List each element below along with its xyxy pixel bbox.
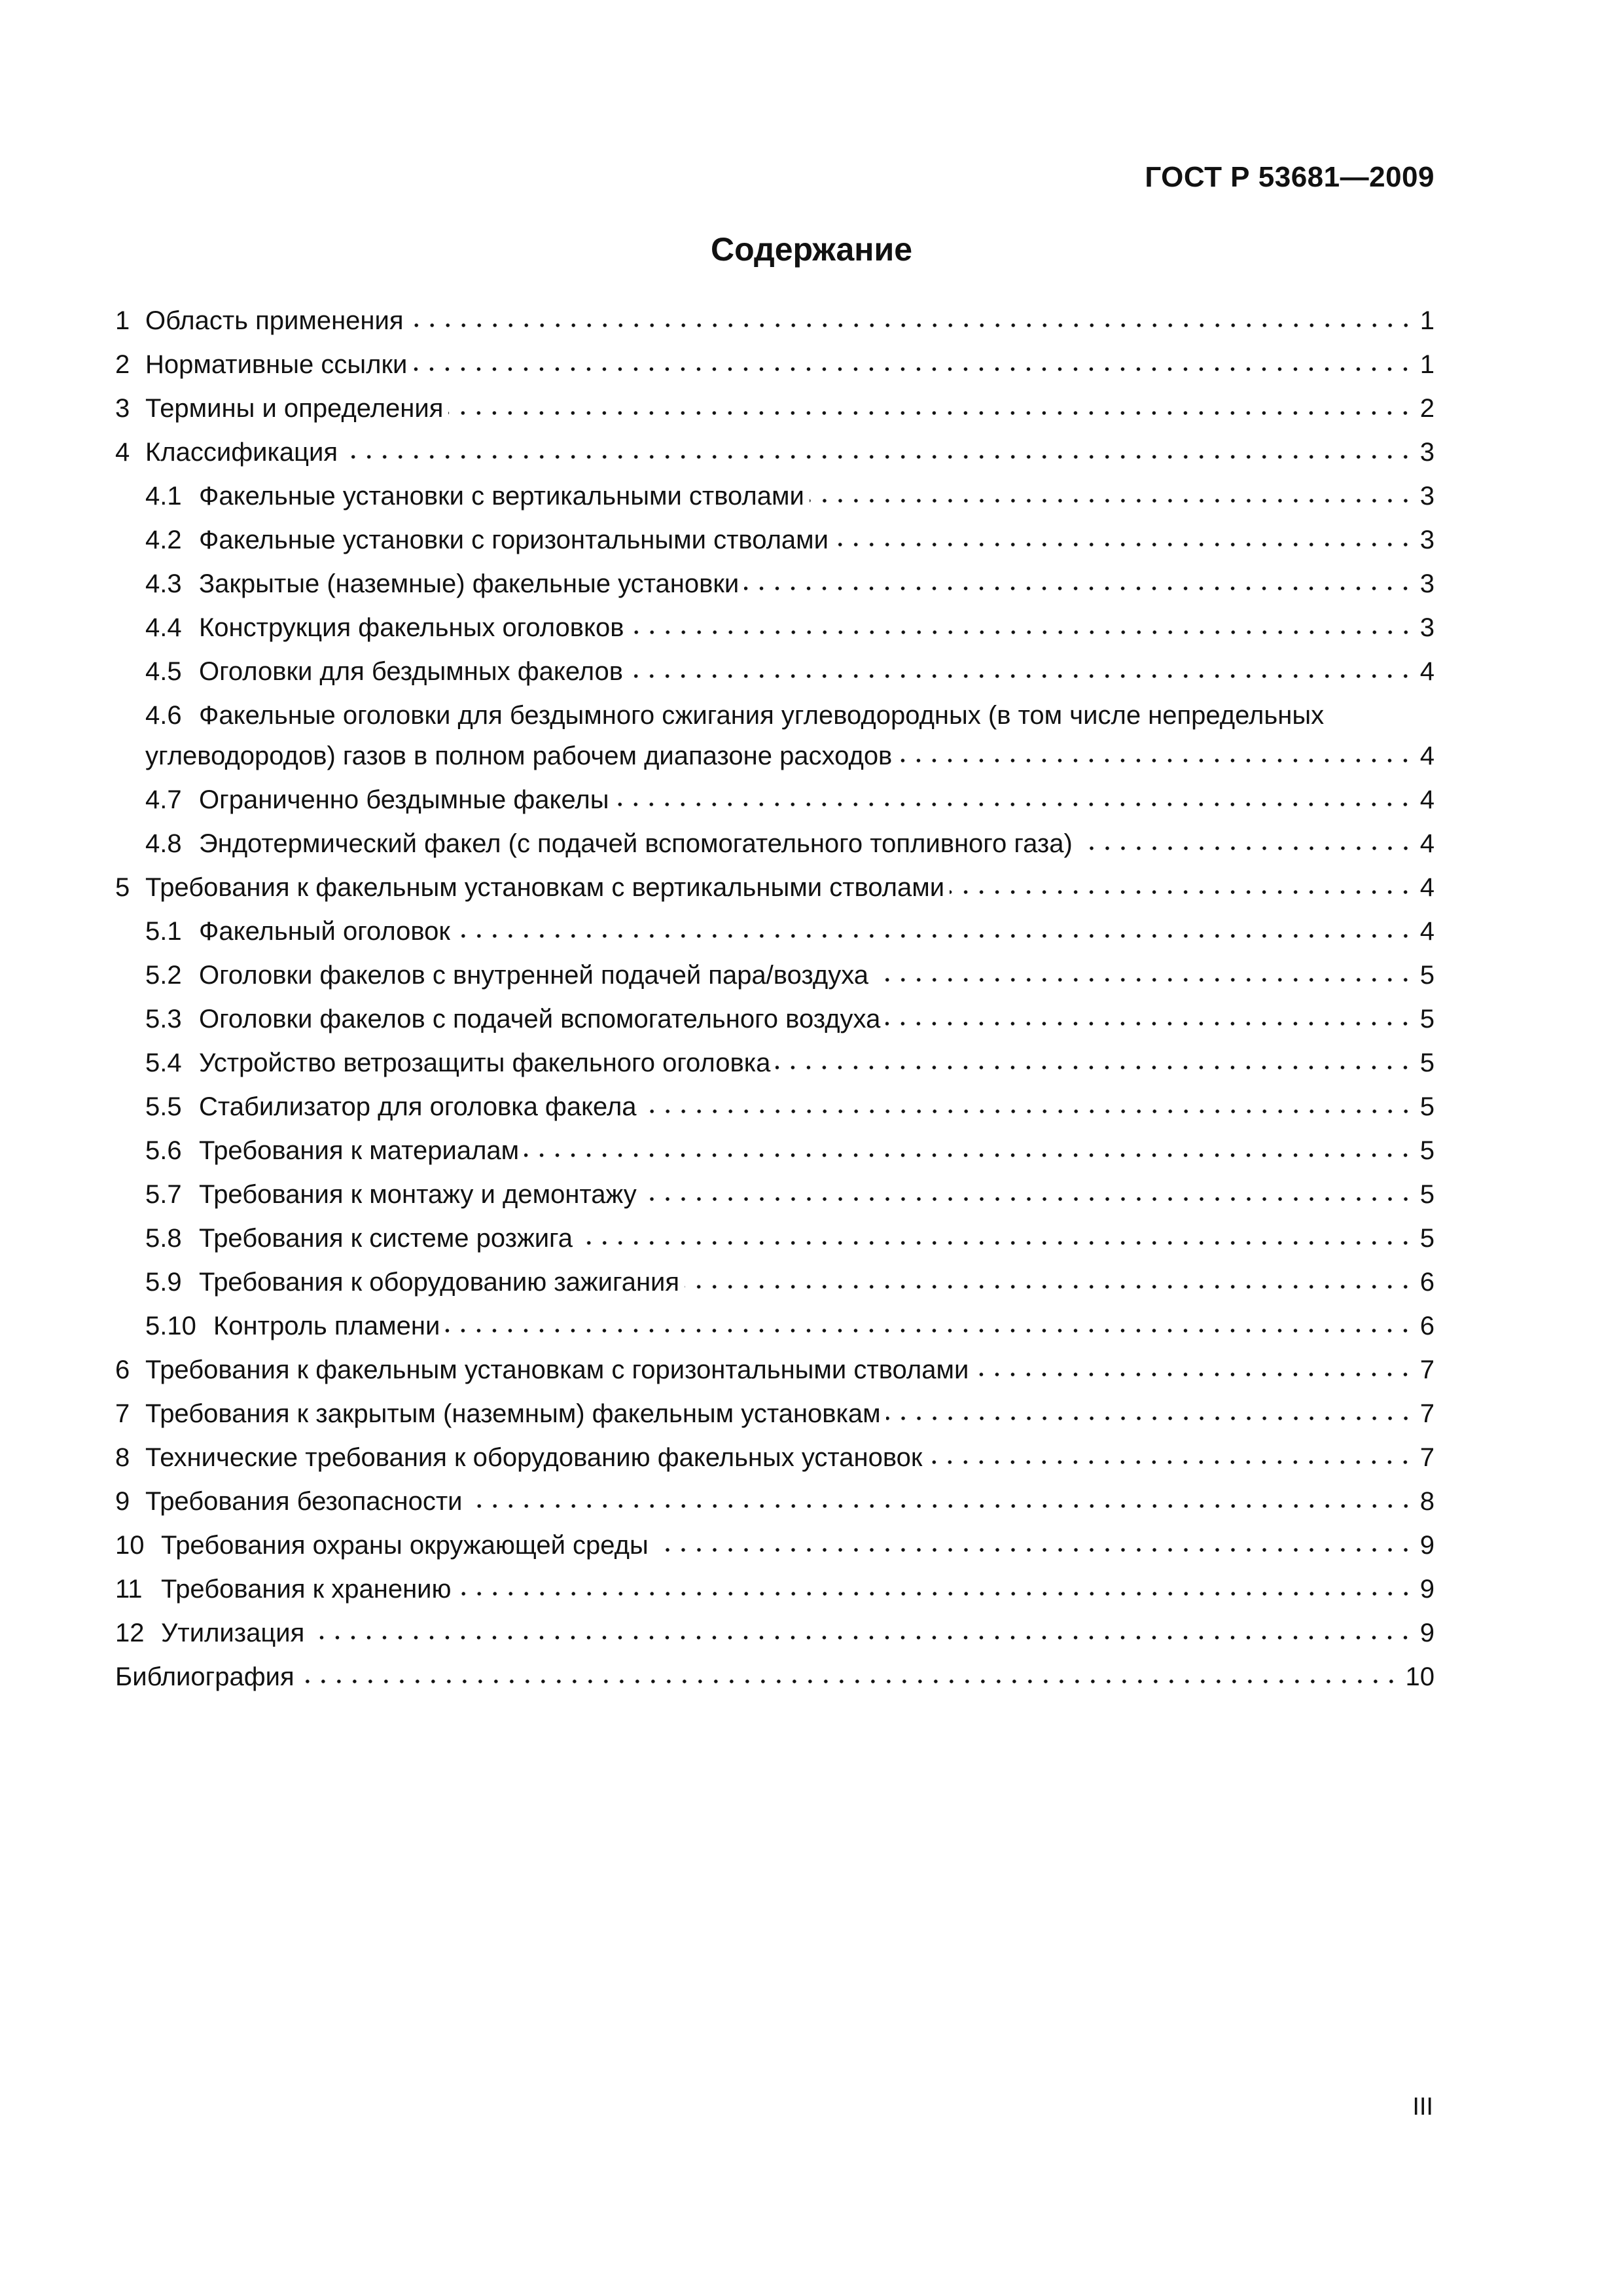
toc-leader-dots <box>409 302 1414 328</box>
toc-entry[interactable] <box>115 1129 1435 1173</box>
toc-entry-number: 4.6 <box>145 701 182 730</box>
toc-entry[interactable] <box>115 866 1435 910</box>
toc-entry-title: Требования охраны окружающей среды <box>161 1531 649 1560</box>
toc-entry[interactable] <box>115 1217 1435 1261</box>
toc-entry-number: 10 <box>115 1531 145 1560</box>
toc-entry-multiline[interactable] <box>115 694 1435 778</box>
toc-entry-title: Контроль пламени <box>213 1312 440 1340</box>
toc-entry-page: 4 <box>1419 917 1435 946</box>
toc-entry-title: Оголовки для бездымных факелов <box>199 657 624 686</box>
toc-entry[interactable] <box>115 778 1435 822</box>
toc-leader-dots <box>468 1482 1414 1509</box>
toc-entry[interactable] <box>115 1348 1435 1392</box>
toc-entry-title: Конструкция факельных оголовков <box>199 613 624 642</box>
toc-leader-dots <box>448 389 1413 416</box>
toc-entry[interactable] <box>115 650 1435 694</box>
toc-entry-title: Требования к монтажу и демонтажу <box>199 1180 637 1209</box>
toc-entry-number: 9 <box>115 1487 130 1516</box>
toc-entry-number: 5.8 <box>145 1224 182 1253</box>
toc-leader-dots <box>885 1000 1413 1026</box>
toc-entry-title: Требования к факельным установкам с вертикальными стволами <box>145 873 945 902</box>
toc-entry-number: 5.6 <box>145 1136 182 1165</box>
toc-entry-page: 4 <box>1419 785 1435 814</box>
toc-entry-title: Требования к хранению <box>161 1575 452 1604</box>
toc-entry-number: 4.2 <box>145 526 182 554</box>
toc-entry[interactable] <box>115 954 1435 997</box>
toc-entry-title: Требования к факельным установкам с горизонтальными стволами <box>145 1355 969 1384</box>
toc-entry[interactable] <box>115 1041 1435 1085</box>
toc-entry[interactable] <box>115 343 1435 387</box>
toc-leader-dots <box>1078 825 1414 851</box>
toc-entry[interactable] <box>115 1261 1435 1304</box>
toc-entry-page: 5 <box>1419 1049 1435 1077</box>
toc-leader-dots <box>412 346 1413 372</box>
toc-entry-title: Оголовки факелов с подачей вспомогательного воздуха <box>199 1005 881 1033</box>
toc-leader-dots <box>834 521 1414 547</box>
toc-entry[interactable] <box>115 387 1435 431</box>
toc-entry-page: 6 <box>1419 1268 1435 1297</box>
toc-entry-page: 5 <box>1419 1092 1435 1121</box>
toc-leader-dots <box>685 1263 1414 1289</box>
toc-entry-number: 4 <box>115 438 130 467</box>
toc-entry-page: 3 <box>1419 526 1435 554</box>
toc-entry-title-line2: углеводородов) газов в полном рабочем диапазоне расходов <box>145 742 893 770</box>
toc-entry-number: 4.8 <box>145 829 182 858</box>
toc-entry-number: 5.5 <box>145 1092 182 1121</box>
toc-entry-page: 5 <box>1419 1180 1435 1209</box>
toc-entry-number: 2 <box>115 350 130 379</box>
toc-entry-page: 5 <box>1419 961 1435 990</box>
toc-entry-page: 4 <box>1419 657 1435 686</box>
toc-entry-title: Устройство ветрозащиты факельного оголовка <box>199 1049 771 1077</box>
toc-leader-dots <box>628 653 1414 679</box>
toc-entry-number: 5.1 <box>145 917 182 946</box>
toc-leader-dots <box>927 1439 1413 1465</box>
toc-leader-dots <box>630 609 1414 635</box>
toc-leader-dots <box>524 1132 1414 1158</box>
toc-entry-title: Эндотермический факел (с подачей вспомогательного топливного газа) <box>199 829 1073 858</box>
toc-entry[interactable] <box>115 1524 1435 1568</box>
toc-entry-title: Библиография <box>115 1662 294 1691</box>
toc-leader-dots <box>457 1570 1414 1596</box>
toc-entry-page: 7 <box>1419 1355 1435 1384</box>
toc-entry-title: Стабилизатор для оголовка факела <box>199 1092 637 1121</box>
toc-entry-title: Оголовки факелов с внутренней подачей пара/воздуха <box>199 961 868 990</box>
toc-entry-number: 12 <box>115 1619 145 1647</box>
toc-entry-page: 5 <box>1419 1005 1435 1033</box>
toc-leader-dots <box>974 1351 1413 1377</box>
toc-entry-number: 5.9 <box>145 1268 182 1297</box>
toc-entry-number: 6 <box>115 1355 130 1384</box>
toc-entry-number: 5.3 <box>145 1005 182 1033</box>
toc-leader-dots <box>897 737 1413 763</box>
toc-entry-page: 7 <box>1419 1399 1435 1428</box>
toc-entry-title: Факельные установки с вертикальными стволами <box>199 482 804 511</box>
toc-entry-page: 6 <box>1419 1312 1435 1340</box>
toc-entry-page: 9 <box>1419 1619 1435 1647</box>
toc-leader-dots <box>744 565 1414 591</box>
toc-leader-dots <box>310 1614 1413 1640</box>
toc-entry-number: 8 <box>115 1443 130 1472</box>
toc-entry-page: 1 <box>1419 306 1435 335</box>
toc-entry-title: Утилизация <box>161 1619 305 1647</box>
toc-entry[interactable] <box>115 1655 1435 1699</box>
toc-entry[interactable] <box>115 822 1435 866</box>
toc-entry-title: Факельный оголовок <box>199 917 450 946</box>
toc-entry-title: Область применения <box>145 306 404 335</box>
toc-leader-dots <box>950 869 1414 895</box>
toc-entry-page: 10 <box>1405 1662 1435 1691</box>
toc-entry-title: Требования безопасности <box>145 1487 463 1516</box>
toc-entry[interactable] <box>115 431 1435 475</box>
toc-entry-title: Ограниченно бездымные факелы <box>199 785 609 814</box>
toc-entry[interactable] <box>115 1436 1435 1480</box>
toc-entry-number: 3 <box>115 394 130 423</box>
toc-entry-title: Технические требования к оборудованию факельных установок <box>145 1443 923 1472</box>
toc-leader-dots <box>445 1307 1413 1333</box>
toc-entry-page: 5 <box>1419 1224 1435 1253</box>
toc-entry-number: 7 <box>115 1399 130 1428</box>
toc-entry-page: 3 <box>1419 569 1435 598</box>
table-of-contents <box>115 299 1435 1699</box>
toc-entry-page: 7 <box>1419 1443 1435 1472</box>
toc-leader-dots <box>578 1219 1414 1246</box>
toc-entry-number: 4.7 <box>145 785 182 814</box>
toc-entry-title: Классификация <box>145 438 338 467</box>
toc-entry-page: 2 <box>1419 394 1435 423</box>
toc-entry-number: 4.3 <box>145 569 182 598</box>
toc-entry-page: 4 <box>1419 742 1435 770</box>
toc-entry[interactable] <box>115 1568 1435 1611</box>
toc-entry-page: 1 <box>1419 350 1435 379</box>
toc-entry-number: 5.4 <box>145 1049 182 1077</box>
toc-entry-number: 5.2 <box>145 961 182 990</box>
toc-entry-page: 8 <box>1419 1487 1435 1516</box>
document-code: ГОСТ Р 53681—2009 <box>1145 161 1435 193</box>
toc-entry[interactable] <box>115 1173 1435 1217</box>
toc-leader-dots <box>343 433 1414 459</box>
toc-entry[interactable] <box>115 606 1435 650</box>
toc-entry[interactable] <box>115 562 1435 606</box>
toc-entry-title: Факельные установки с горизонтальными стволами <box>199 526 829 554</box>
toc-leader-dots <box>654 1526 1414 1552</box>
toc-entry-number: 5 <box>115 873 130 902</box>
toc-entry-number: 11 <box>115 1575 143 1604</box>
toc-entry-page: 4 <box>1419 873 1435 902</box>
toc-entry-page: 3 <box>1419 613 1435 642</box>
toc-entry-title: Требования к системе розжига <box>199 1224 573 1253</box>
toc-entry[interactable] <box>115 299 1435 343</box>
toc-entry-number: 1 <box>115 306 130 335</box>
page-number: III <box>1412 2093 1433 2121</box>
toc-leader-dots <box>886 1395 1414 1421</box>
toc-leader-dots <box>642 1088 1414 1114</box>
toc-leader-dots <box>300 1658 1399 1684</box>
toc-entry-number: 4.5 <box>145 657 182 686</box>
toc-entry-number: 5.10 <box>145 1312 196 1340</box>
toc-leader-dots <box>455 912 1414 939</box>
toc-leader-dots <box>874 956 1414 982</box>
toc-entry-page: 9 <box>1419 1575 1435 1604</box>
toc-entry-number: 4.1 <box>145 482 182 511</box>
toc-entry-title: Требования к материалам <box>199 1136 520 1165</box>
toc-entry[interactable] <box>115 997 1435 1041</box>
toc-leader-dots <box>810 477 1414 503</box>
toc-entry-number: 5.7 <box>145 1180 182 1209</box>
toc-leader-dots <box>614 781 1413 807</box>
toc-entry-title-line1: Факельные оголовки для бездымного сжигания углеводородных (в том числе непредельных <box>199 701 1325 730</box>
toc-leader-dots <box>776 1044 1413 1070</box>
toc-leader-dots <box>642 1175 1414 1202</box>
toc-entry-title: Требования к оборудованию зажигания <box>199 1268 680 1297</box>
toc-entry[interactable] <box>115 910 1435 954</box>
toc-entry-number: 4.4 <box>145 613 182 642</box>
toc-entry[interactable] <box>115 1480 1435 1524</box>
toc-entry-title: Термины и определения <box>145 394 444 423</box>
toc-entry-title: Нормативные ссылки <box>145 350 408 379</box>
toc-entry-page: 3 <box>1419 438 1435 467</box>
toc-entry-page: 4 <box>1419 829 1435 858</box>
toc-entry-page: 5 <box>1419 1136 1435 1165</box>
toc-entry-page: 9 <box>1419 1531 1435 1560</box>
toc-entry[interactable] <box>115 1392 1435 1436</box>
toc-entry[interactable] <box>115 1085 1435 1129</box>
toc-entry[interactable] <box>115 475 1435 518</box>
toc-entry[interactable] <box>115 1304 1435 1348</box>
toc-title: Содержание <box>710 231 913 268</box>
toc-entry-page: 3 <box>1419 482 1435 511</box>
toc-entry-title: Требования к закрытым (наземным) факельным установкам <box>145 1399 881 1428</box>
toc-entry[interactable] <box>115 1611 1435 1655</box>
toc-entry-title: Закрытые (наземные) факельные установки <box>199 569 740 598</box>
toc-entry[interactable] <box>115 518 1435 562</box>
